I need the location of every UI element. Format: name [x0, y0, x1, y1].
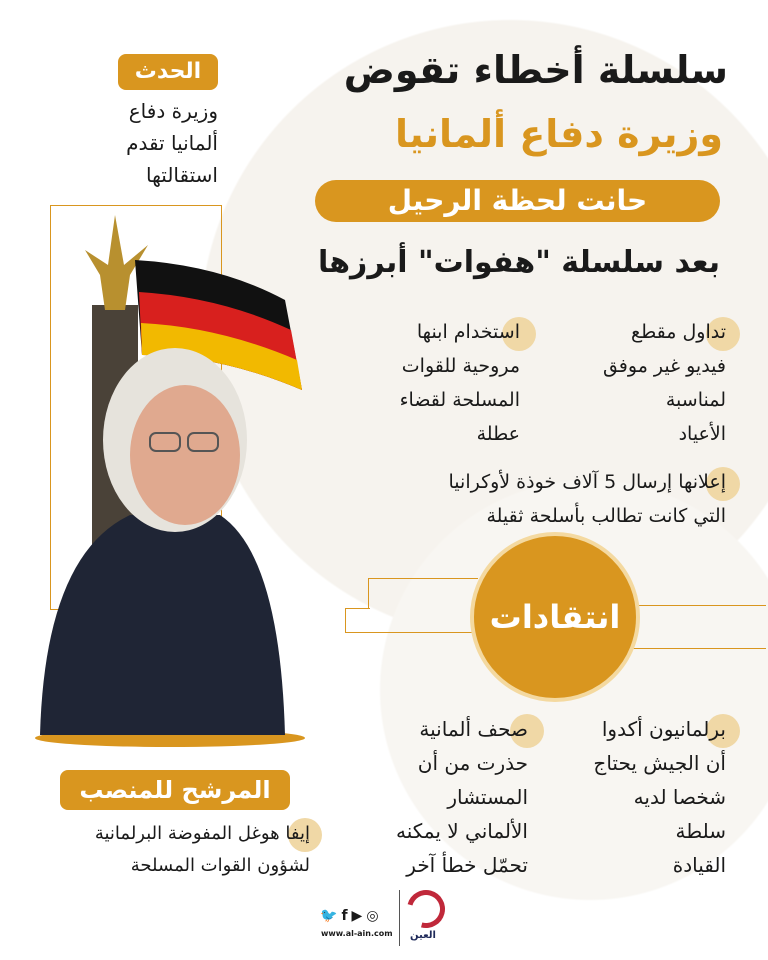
mistake-line: التي كانت تطالب بأسلحة ثقيلة — [486, 505, 726, 527]
criticism-badge: انتقادات — [470, 532, 640, 702]
criticism-line: حذرت من أن — [417, 751, 528, 775]
candidate-line: لشؤون القوات المسلحة — [130, 855, 310, 876]
logo-text: العين — [410, 930, 436, 941]
social-icons — [320, 908, 379, 924]
criticism-item — [546, 712, 726, 882]
title-pill: حانت لحظة الرحيل — [315, 180, 720, 222]
criticism-line: القيادة — [672, 853, 726, 877]
mistake-line: الأعياد — [678, 423, 726, 445]
candidate-line: إيفا هوغل المفوضة البرلمانية — [94, 823, 310, 844]
youtube-icon[interactable]: ▶ — [351, 908, 363, 924]
criticism-line: صحف ألمانية — [419, 717, 528, 741]
divider — [399, 890, 400, 946]
candidate-label: المرشح للمنصب — [60, 770, 290, 810]
event-line: وزيرة دفاع — [128, 99, 218, 123]
mistake-line: استخدام ابنها — [416, 321, 520, 343]
mistake-line: لمناسبة — [665, 389, 726, 411]
criticism-line: شخصا لديه — [633, 785, 726, 809]
connector-line — [368, 578, 478, 579]
person-face — [130, 385, 240, 525]
twitter-icon[interactable]: 🐦 — [320, 908, 338, 924]
criticism-line: سلطة — [675, 819, 726, 843]
criticism-line: تحمّل خطأ آخر — [406, 853, 528, 877]
candidate-text — [95, 818, 310, 882]
connector-line — [636, 605, 766, 606]
title-line-3: بعد سلسلة "هفوات" أبرزها — [317, 245, 720, 280]
photo-minister — [20, 205, 320, 750]
mistake-line: إعلانها إرسال 5 آلاف خوذة لأوكرانيا — [448, 471, 726, 493]
mistake-item — [346, 465, 726, 533]
event-label: الحدث — [118, 54, 218, 90]
criticism-line: برلمانيون أكدوا — [601, 717, 726, 741]
connector-line — [345, 632, 473, 633]
mistake-line: تداول مقطع — [630, 321, 726, 343]
criticism-line: أن الجيش يحتاج — [593, 751, 726, 775]
website-link[interactable]: www.al-ain.com — [321, 929, 393, 938]
criticism-item — [338, 712, 528, 882]
event-line: ألمانيا تقدم — [126, 131, 218, 155]
logo-icon — [400, 883, 452, 935]
mistake-line: المسلحة لقضاء — [399, 389, 520, 411]
mistake-line: عطلة — [476, 423, 520, 445]
criticism-line: المستشار — [447, 785, 528, 809]
criticism-line: الألماني لا يمكنه — [395, 819, 528, 843]
mistake-item — [546, 315, 726, 451]
connector-line — [368, 578, 369, 608]
event-line: استقالتها — [145, 163, 218, 187]
connector-line — [625, 648, 766, 649]
title-line-1: سلسلة أخطاء تقوض — [343, 48, 728, 92]
connector-line — [345, 608, 370, 633]
title-line-2: وزيرة دفاع ألمانيا — [395, 112, 723, 156]
person-body — [40, 515, 285, 735]
facebook-icon[interactable]: f — [341, 908, 348, 924]
instagram-icon[interactable]: ◎ — [366, 908, 379, 924]
mistake-line: مروحية للقوات — [401, 355, 520, 377]
mistake-item — [340, 315, 520, 451]
mistake-line: فيديو غير موفق — [602, 355, 726, 377]
event-text — [126, 95, 218, 191]
